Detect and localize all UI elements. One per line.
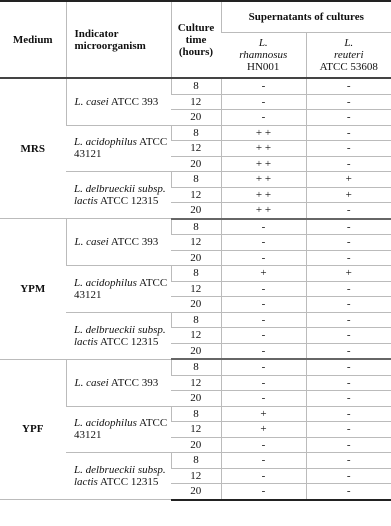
rhamnosus-result: - bbox=[221, 468, 306, 484]
time-cell: 20 bbox=[171, 110, 221, 126]
organism-name: L. casei bbox=[74, 236, 109, 248]
rhamnosus-result: - bbox=[221, 391, 306, 407]
table-row bbox=[0, 359, 391, 375]
header-col2-species: reuteri bbox=[333, 49, 364, 61]
rhamnosus-result: + + bbox=[221, 156, 306, 172]
rhamnosus-result: - bbox=[221, 235, 306, 251]
time-cell: 20 bbox=[171, 484, 221, 500]
time-cell: 20 bbox=[171, 391, 221, 407]
time-cell: 8 bbox=[171, 172, 221, 188]
reuteri-result: - bbox=[306, 250, 391, 266]
organism-cell bbox=[66, 125, 171, 172]
organism-name: L. delbrueckii subsp. lactis bbox=[74, 183, 166, 207]
organism-cell bbox=[66, 312, 171, 359]
time-cell: 20 bbox=[171, 203, 221, 219]
header-col1-strain: HN001 bbox=[247, 61, 280, 73]
reuteri-result: - bbox=[306, 312, 391, 328]
rhamnosus-result: - bbox=[221, 328, 306, 344]
reuteri-result: - bbox=[306, 141, 391, 157]
reuteri-result: - bbox=[306, 297, 391, 313]
time-cell: 8 bbox=[171, 406, 221, 422]
table-row bbox=[0, 219, 391, 235]
time-cell: 20 bbox=[171, 437, 221, 453]
reuteri-result: + bbox=[306, 187, 391, 203]
organism-name: L. delbrueckii subsp. lactis bbox=[74, 464, 166, 488]
organism-strain: ATCC 12315 bbox=[97, 476, 159, 488]
time-cell: 12 bbox=[171, 375, 221, 391]
header-col1-species: rhamnosus bbox=[239, 49, 288, 61]
reuteri-result: - bbox=[306, 328, 391, 344]
organism-strain: ATCC 43121 bbox=[74, 136, 168, 161]
organism-cell bbox=[66, 266, 171, 313]
time-cell: 12 bbox=[171, 187, 221, 203]
rhamnosus-result: + + bbox=[221, 141, 306, 157]
rhamnosus-result: - bbox=[221, 312, 306, 328]
header-medium: Medium bbox=[0, 1, 66, 78]
reuteri-result: - bbox=[306, 437, 391, 453]
rhamnosus-result: - bbox=[221, 110, 306, 126]
reuteri-result: - bbox=[306, 375, 391, 391]
reuteri-result: - bbox=[306, 219, 391, 235]
reuteri-result: - bbox=[306, 359, 391, 375]
organism-cell bbox=[66, 219, 171, 266]
header-culture-time: Culture time (hours) bbox=[171, 1, 221, 78]
time-cell: 8 bbox=[171, 125, 221, 141]
time-cell: 8 bbox=[171, 359, 221, 375]
rhamnosus-result: + + bbox=[221, 125, 306, 141]
reuteri-result: - bbox=[306, 391, 391, 407]
organism-name: L. acidophilus bbox=[74, 276, 137, 289]
time-cell: 8 bbox=[171, 453, 221, 469]
rhamnosus-result: - bbox=[221, 437, 306, 453]
reuteri-result: - bbox=[306, 484, 391, 500]
reuteri-result: - bbox=[306, 78, 391, 94]
organism-name: L. acidophilus bbox=[74, 136, 137, 149]
time-cell: 12 bbox=[171, 141, 221, 157]
medium-cell: MRS bbox=[0, 78, 66, 219]
rhamnosus-result: + + bbox=[221, 172, 306, 188]
time-cell: 20 bbox=[171, 343, 221, 359]
organism-name: L. delbrueckii subsp. lactis bbox=[74, 323, 166, 348]
reuteri-result: - bbox=[306, 110, 391, 126]
organism-strain: ATCC 393 bbox=[108, 95, 159, 108]
time-cell: 8 bbox=[171, 266, 221, 282]
organism-strain: ATCC 12315 bbox=[97, 335, 159, 348]
rhamnosus-result: - bbox=[221, 375, 306, 391]
reuteri-result: - bbox=[306, 468, 391, 484]
reuteri-result: + bbox=[306, 172, 391, 188]
organism-cell bbox=[66, 453, 171, 500]
organism-strain: ATCC 393 bbox=[108, 376, 159, 389]
rhamnosus-result: + bbox=[221, 422, 306, 438]
time-cell: 20 bbox=[171, 156, 221, 172]
organism-strain: ATCC 43121 bbox=[74, 276, 168, 301]
rhamnosus-result: + + bbox=[221, 187, 306, 203]
time-cell: 12 bbox=[171, 94, 221, 110]
rhamnosus-result: - bbox=[221, 484, 306, 500]
rhamnosus-result: - bbox=[221, 297, 306, 313]
rhamnosus-result: - bbox=[221, 359, 306, 375]
results-table-body bbox=[0, 78, 391, 500]
reuteri-result: - bbox=[306, 125, 391, 141]
organism-cell bbox=[66, 406, 171, 453]
time-cell: 12 bbox=[171, 281, 221, 297]
medium-cell: YPM bbox=[0, 219, 66, 360]
rhamnosus-result: - bbox=[221, 453, 306, 469]
rhamnosus-result: - bbox=[221, 78, 306, 94]
rhamnosus-result: + bbox=[221, 406, 306, 422]
reuteri-result: - bbox=[306, 422, 391, 438]
rhamnosus-result: - bbox=[221, 94, 306, 110]
rhamnosus-result: + + bbox=[221, 203, 306, 219]
time-cell: 8 bbox=[171, 219, 221, 235]
time-cell: 12 bbox=[171, 328, 221, 344]
reuteri-result: - bbox=[306, 281, 391, 297]
rhamnosus-result: - bbox=[221, 250, 306, 266]
medium-cell: YPF bbox=[0, 359, 66, 500]
header-indicator: Indicator microorganism bbox=[66, 1, 171, 78]
reuteri-result: - bbox=[306, 94, 391, 110]
time-cell: 8 bbox=[171, 312, 221, 328]
time-cell: 12 bbox=[171, 422, 221, 438]
reuteri-result: - bbox=[306, 406, 391, 422]
organism-strain: ATCC 12315 bbox=[97, 195, 159, 207]
rhamnosus-result: - bbox=[221, 281, 306, 297]
rhamnosus-result: + bbox=[221, 266, 306, 282]
header-col2-genus: L. bbox=[344, 37, 354, 49]
reuteri-result: - bbox=[306, 156, 391, 172]
reuteri-result: - bbox=[306, 203, 391, 219]
time-cell: 20 bbox=[171, 297, 221, 313]
time-cell: 12 bbox=[171, 468, 221, 484]
rhamnosus-result: - bbox=[221, 343, 306, 359]
time-cell: 8 bbox=[171, 78, 221, 94]
time-cell: 12 bbox=[171, 235, 221, 251]
organism-cell bbox=[66, 78, 171, 125]
organism-name: L. acidophilus bbox=[74, 417, 137, 430]
reuteri-result: - bbox=[306, 453, 391, 469]
organism-cell bbox=[66, 359, 171, 406]
organism-strain: ATCC 393 bbox=[108, 236, 159, 248]
organism-strain: ATCC 43121 bbox=[74, 417, 168, 442]
header-col-reuteri bbox=[306, 33, 391, 79]
time-cell: 20 bbox=[171, 250, 221, 266]
table-row bbox=[0, 78, 391, 94]
organism-name: L. casei bbox=[74, 376, 109, 389]
header-supernatants: Supernatants of cultures bbox=[221, 1, 391, 33]
reuteri-result: + bbox=[306, 266, 391, 282]
rhamnosus-result: - bbox=[221, 219, 306, 235]
header-col-rhamnosus bbox=[221, 33, 306, 79]
organism-name: L. casei bbox=[74, 95, 109, 108]
header-col2-strain: ATCC 53608 bbox=[319, 61, 378, 73]
reuteri-result: - bbox=[306, 343, 391, 359]
header-col1-genus: L. bbox=[258, 37, 268, 49]
reuteri-result: - bbox=[306, 235, 391, 251]
organism-cell bbox=[66, 172, 171, 219]
